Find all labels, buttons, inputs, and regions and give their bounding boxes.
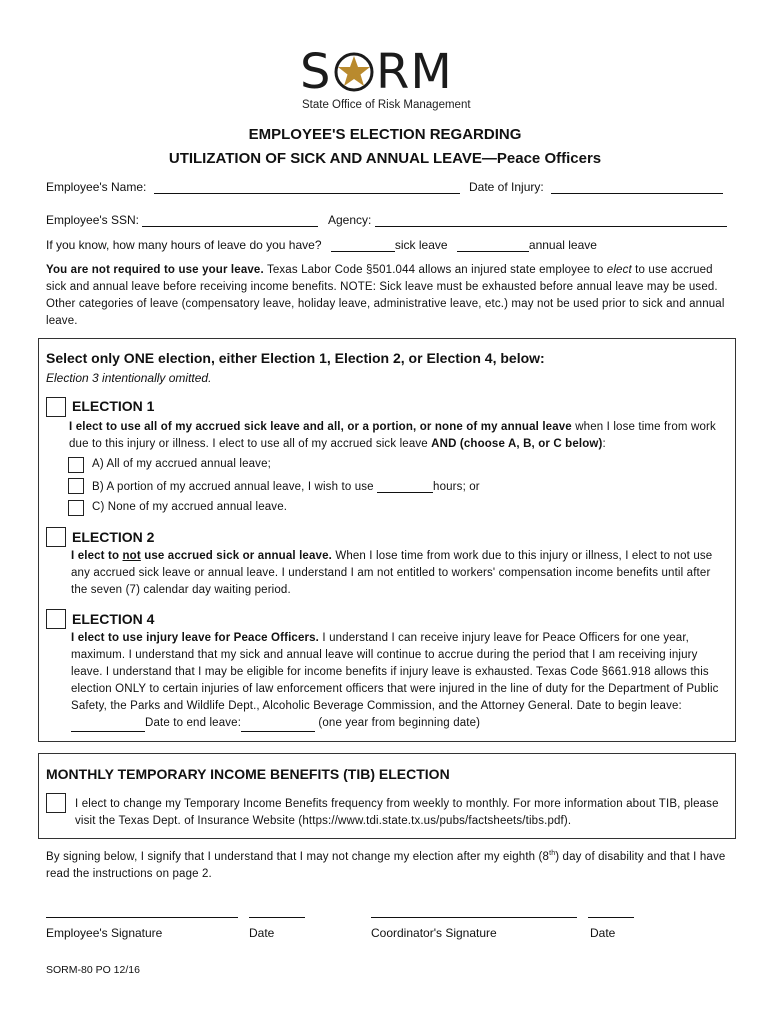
acknowledgement-text: By signing below, I signify that I understand that I may not change my election after my eighth (8th) day of disability and that I have read the instructions on page 2.	[46, 850, 726, 880]
end-leave-date-input[interactable]	[241, 719, 315, 732]
sick-leave-label: sick leave	[394, 238, 448, 252]
option-c-checkbox[interactable]	[68, 500, 84, 516]
election-heading: Select only ONE election, either Election 1, Election 2, or Election 4, below:	[46, 350, 545, 366]
option-a-label: A) All of my accrued annual leave;	[92, 458, 271, 470]
sorm-logo	[300, 44, 480, 116]
election-subheading: Election 3 intentionally omitted.	[46, 371, 212, 385]
annual-leave-hours-input[interactable]	[457, 239, 529, 252]
leave-hours-row	[46, 238, 597, 252]
coordinator-date-label: Date	[590, 926, 616, 940]
election-2-title: ELECTION 2	[72, 529, 155, 545]
coordinator-signature-line[interactable]	[371, 917, 577, 918]
election-4-text: I elect to use injury leave for Peace Officers. I understand I can receive injury leave for Peace Officers for one year, maximum. I understand that my sick and annual leave will continue to accrue during the period that I am receiving injury leave. I understand that I may be eligible for income benefits if injury leave is exhausted. Texas Code §661.918 allows this election ONLY to certain injuries of law enforcement officers that were injured in the line of duty for the Department of Public Safety, the Parks and Wildlife Dept., Alcoholic Beverage Commission, and the Attorney General. Date to begin leave:Date to end leave: (one year from beginning date)	[71, 630, 723, 732]
option-b-hours-label: hours; or	[433, 481, 480, 493]
annual-leave-label: annual leave	[528, 238, 597, 252]
leave-notice: You are not required to use your leave. Texas Labor Code §501.044 allows an injured state employee to elect to use accrued sick and annual leave before receiving income benefits. NOTE: Sick leave must be exhausted before annual leave may be used. Other categories of leave (compensatory leave, holiday leave, administrative leave, etc.) may not be used prior to sick and annual leave.	[46, 264, 725, 327]
coordinator-signature-label: Coordinator's Signature	[371, 926, 497, 940]
election-1-title: ELECTION 1	[72, 398, 155, 414]
employee-date-line[interactable]	[249, 917, 305, 918]
election-2-checkbox[interactable]	[46, 527, 66, 547]
leave-hours-question: If you know, how many hours of leave do you have?	[46, 238, 322, 252]
employee-signature-label: Employee's Signature	[46, 926, 163, 940]
coordinator-date-line[interactable]	[588, 917, 634, 918]
ssn-input[interactable]	[142, 214, 318, 227]
election-2-text: I elect to not use accrued sick or annual leave. When I lose time from work due to this injury or illness, I elect to not use any accrued sick leave or annual leave. I understand I am not entitled to workers' compensation income benefits until after the seven (7) calendar day waiting period.	[71, 550, 713, 596]
tib-checkbox[interactable]	[46, 793, 66, 813]
employee-name-input[interactable]	[154, 181, 460, 194]
employee-name-field[interactable]	[46, 180, 460, 194]
ssn-field[interactable]	[46, 213, 318, 227]
tib-heading: MONTHLY TEMPORARY INCOME BENEFITS (TIB) ELECTION	[46, 766, 450, 782]
form-title-line2: UTILIZATION OF SICK AND ANNUAL LEAVE—Peace Officers	[168, 150, 602, 167]
employee-signature-line[interactable]	[46, 917, 238, 918]
option-b-checkbox[interactable]	[68, 478, 84, 494]
form-id: SORM-80 PO 12/16	[46, 964, 140, 976]
date-of-injury-field[interactable]	[469, 180, 723, 194]
sick-leave-hours-input[interactable]	[331, 239, 395, 252]
form-title-line1: EMPLOYEE'S ELECTION REGARDING	[248, 126, 522, 143]
option-b-hours-input[interactable]	[377, 480, 433, 493]
election-1-checkbox[interactable]	[46, 397, 66, 417]
begin-leave-date-input[interactable]	[71, 719, 145, 732]
employee-date-label: Date	[249, 926, 275, 940]
ssn-label: Employee's SSN:	[46, 213, 139, 227]
option-b-row	[92, 480, 480, 493]
option-c-label: C) None of my accrued annual leave.	[92, 501, 288, 513]
date-of-injury-input[interactable]	[551, 181, 723, 194]
star-icon	[334, 52, 374, 92]
logo-letters-rm: RM	[376, 44, 453, 100]
employee-name-label: Employee's Name:	[46, 180, 147, 194]
election-1-text: I elect to use all of my accrued sick leave and all, or a portion, or none of my annual leave when I lose time from work due to this injury or illness. I elect to use all of my accrued sick leave AND (choose A, B, or C below):	[69, 421, 716, 450]
tib-text: I elect to change my Temporary Income Benefits frequency from weekly to monthly. For more information about TIB, please visit the Texas Dept. of Insurance Website (https://www.tdi.state.tx.us/pubs/factsheets/tibs.pdf).	[75, 798, 719, 827]
date-of-injury-label: Date of Injury:	[469, 180, 544, 194]
logo-subtitle: State Office of Risk Management	[302, 99, 471, 111]
agency-label: Agency:	[328, 213, 372, 227]
agency-input[interactable]	[375, 214, 727, 227]
option-a-checkbox[interactable]	[68, 457, 84, 473]
agency-field[interactable]	[328, 213, 727, 227]
option-b-label: B) A portion of my accrued annual leave, I wish to use	[92, 481, 378, 493]
election-4-title: ELECTION 4	[72, 611, 155, 627]
election-4-checkbox[interactable]	[46, 609, 66, 629]
logo-letter-s: S	[300, 44, 332, 100]
